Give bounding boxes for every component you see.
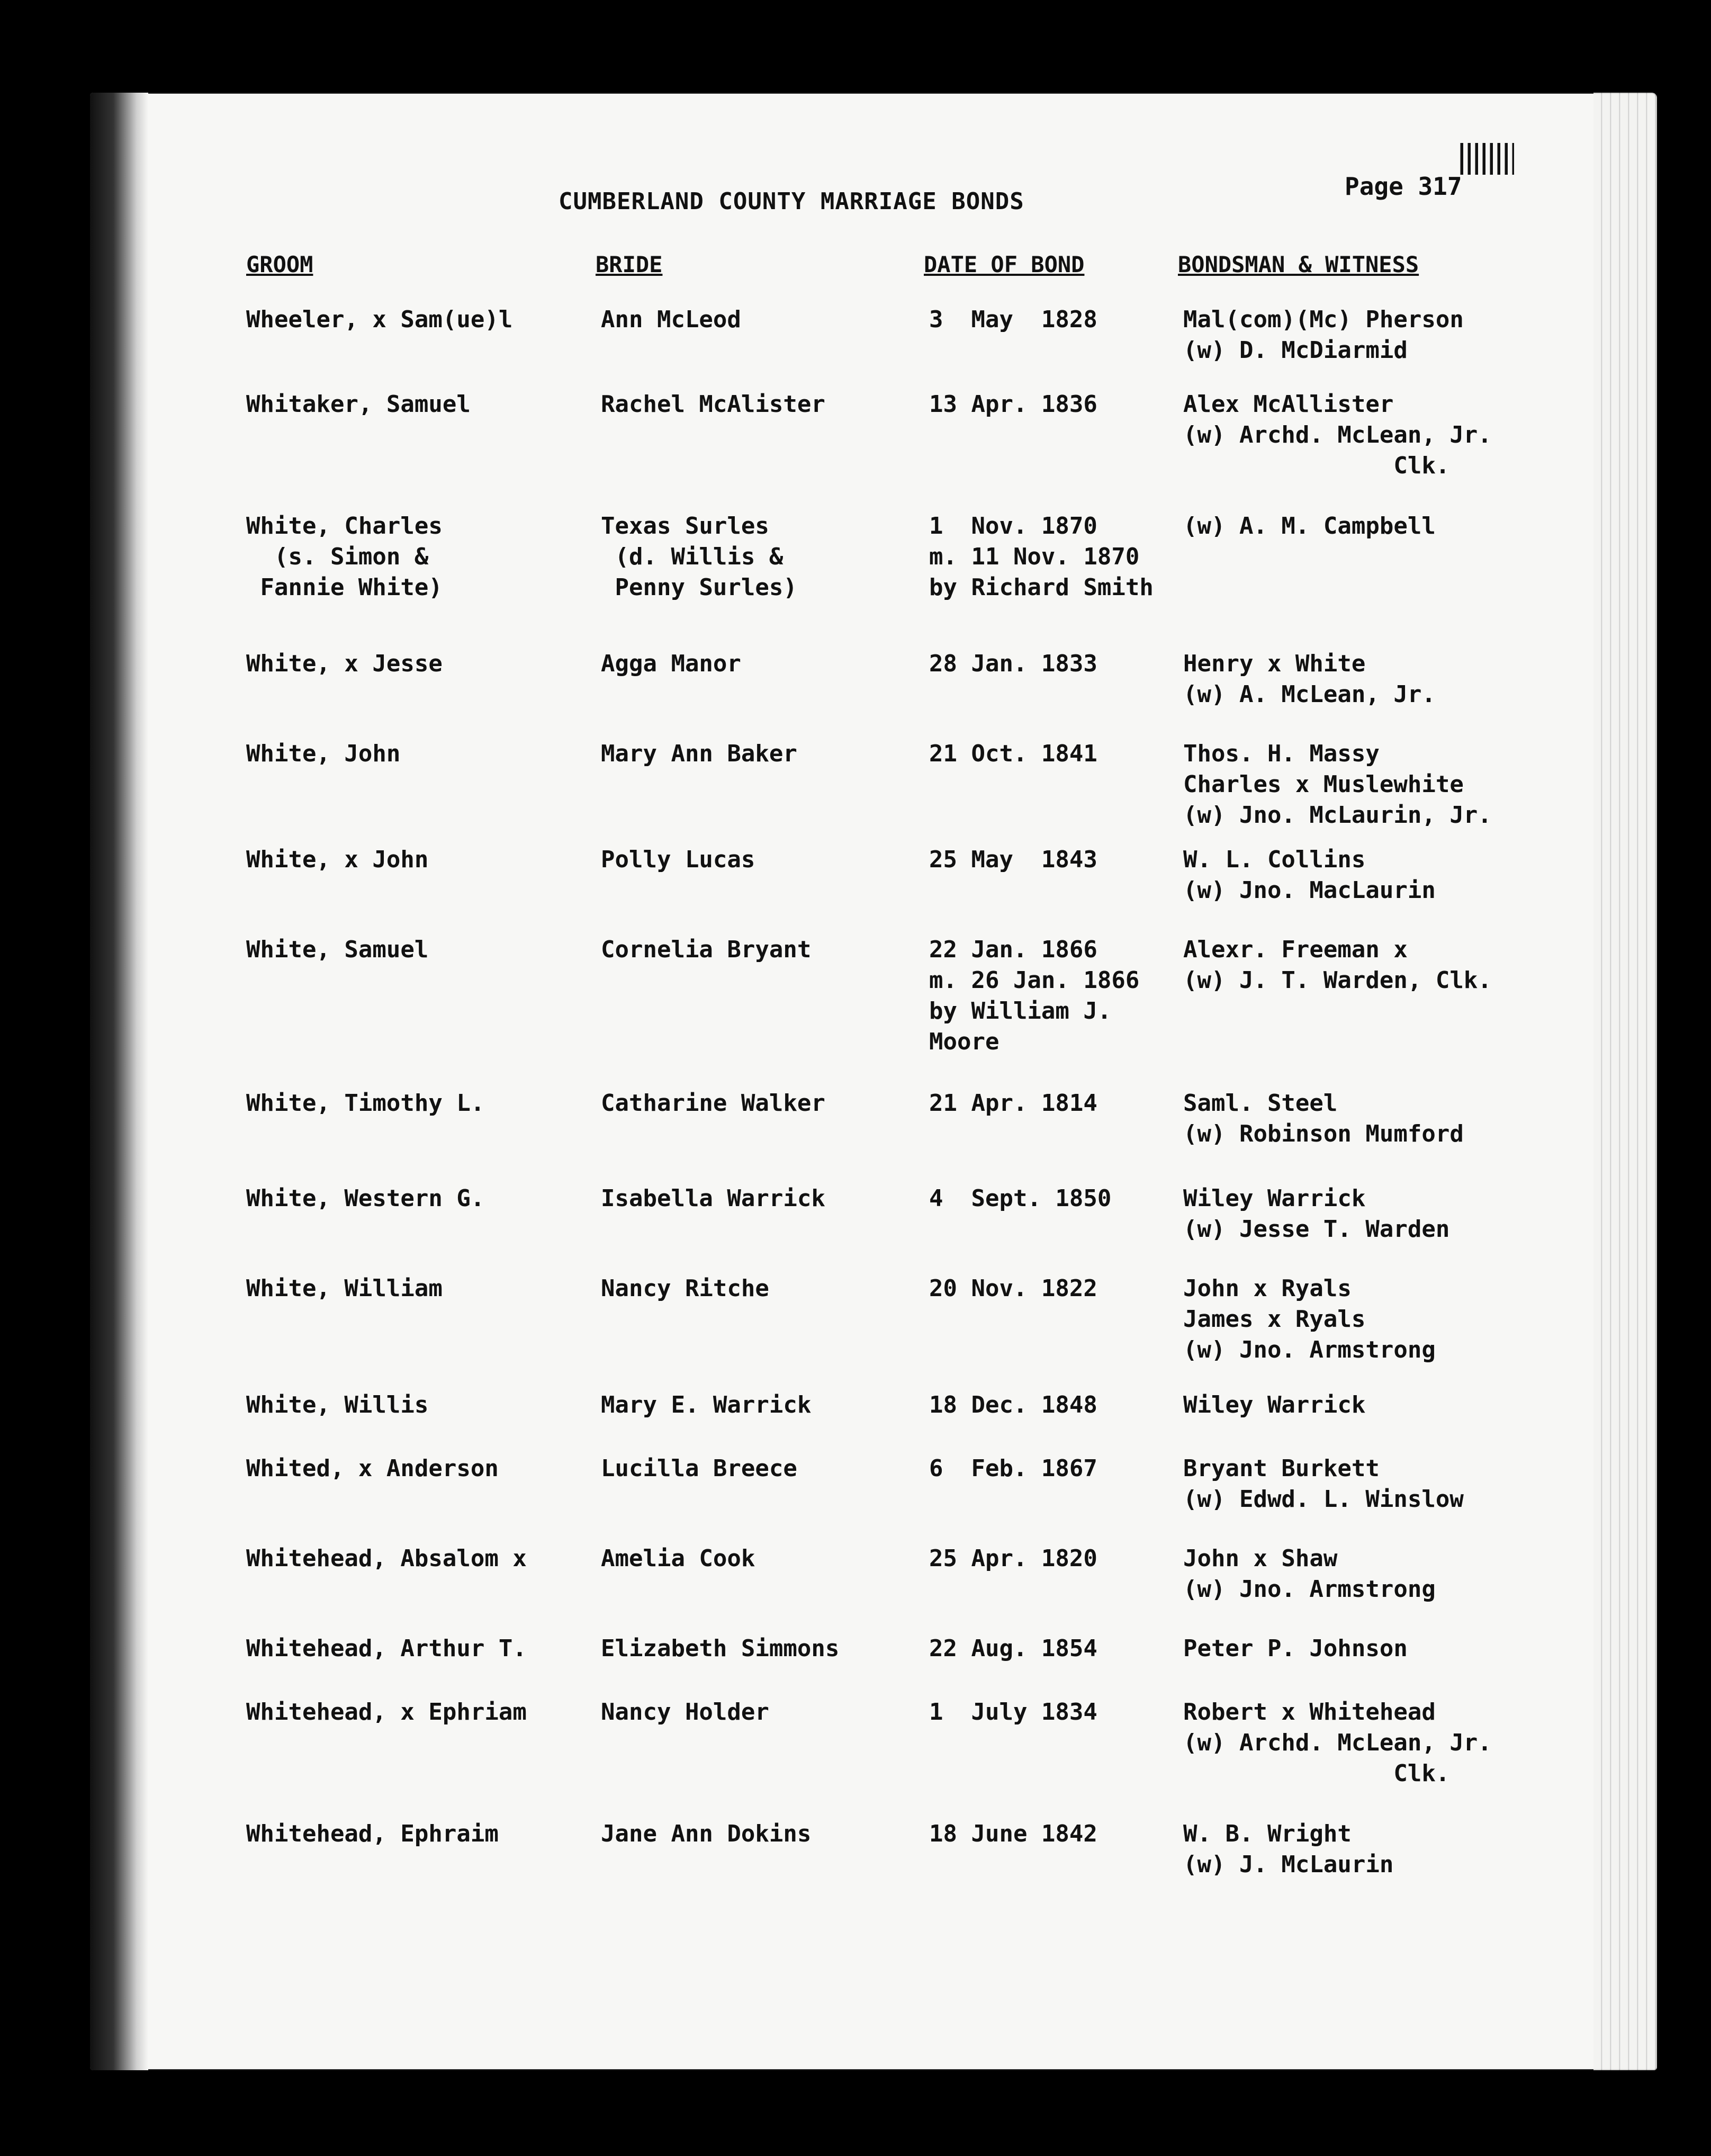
entry-date-line: 13 Apr. 1836: [929, 391, 1097, 418]
entry-date: [929, 1273, 1183, 1304]
entry-bonds-line: (w) Archd. McLean, Jr.: [1183, 421, 1492, 448]
entry-date-line: 1 July 1834: [929, 1699, 1097, 1726]
entry-date: [929, 649, 1183, 679]
entry-bride-line: Catharine Walker: [601, 1090, 825, 1117]
entry-date: [929, 304, 1183, 335]
entry-bride: [601, 389, 918, 420]
entry-bonds: [1183, 304, 1586, 366]
entry-date-line: Moore: [929, 1028, 999, 1055]
entry-groom-line: White, John: [246, 740, 401, 767]
entry-date: [929, 1543, 1183, 1574]
entry-bonds-line: (w) Jno. Armstrong: [1183, 1336, 1436, 1363]
entry-groom: [246, 1390, 585, 1421]
entry-bride: [601, 649, 918, 679]
entry-date-line: m. 11 Nov. 1870: [929, 543, 1140, 570]
entry-date-line: 6 Feb. 1867: [929, 1455, 1097, 1482]
document-page: [90, 93, 1657, 2070]
entry-groom: [246, 1819, 585, 1849]
entry-bride-line: Agga Manor: [601, 650, 741, 677]
entry-date: [929, 511, 1183, 603]
entry-bonds-line: John x Shaw: [1183, 1545, 1338, 1572]
entry-date-line: by Richard Smith: [929, 574, 1154, 601]
entry-groom-line: Whitehead, Ephraim: [246, 1820, 499, 1847]
entry-bride: [601, 1273, 918, 1304]
entry-bride-line: Elizabeth Simmons: [601, 1635, 840, 1662]
entry-bride: [601, 1453, 918, 1484]
entry-bride: [601, 739, 918, 769]
entry-bonds-line: Charles x Muslewhite: [1183, 771, 1464, 798]
entry-bonds-line: (w) Jno. Armstrong: [1183, 1576, 1436, 1603]
entry-groom: [246, 304, 585, 335]
entry-bonds-line: (w) A. M. Campbell: [1183, 513, 1436, 540]
entry-bonds: [1183, 1390, 1586, 1421]
entry-bride: [601, 845, 918, 875]
entry-date: [929, 1183, 1183, 1214]
entry-bonds: [1183, 1633, 1586, 1664]
entry-bride: [601, 1819, 918, 1849]
entry-date: [929, 739, 1183, 769]
entry-bonds-line: Alex McAllister: [1183, 391, 1394, 418]
document-title: CUMBERLAND COUNTY MARRIAGE BONDS: [559, 188, 1024, 215]
entry-bonds: [1183, 845, 1586, 906]
page-stack-edge: [1593, 93, 1657, 2070]
entry-groom-line: Whitehead, Absalom x: [246, 1545, 527, 1572]
entry-bonds-line: (w) Jesse T. Warden: [1183, 1216, 1450, 1243]
entry-bride-line: Texas Surles: [601, 513, 769, 540]
entry-bonds-line: Wiley Warrick: [1183, 1185, 1366, 1212]
entry-date: [929, 1453, 1183, 1484]
entry-groom-line: White, Timothy L.: [246, 1090, 485, 1117]
entry-bonds: [1183, 1453, 1586, 1515]
entry-date-line: 25 May 1843: [929, 846, 1097, 873]
entry-date: [929, 1819, 1183, 1849]
entry-date-line: 22 Aug. 1854: [929, 1635, 1097, 1662]
entry-groom: [246, 1543, 585, 1574]
entry-groom-line: White, William: [246, 1275, 443, 1302]
entry-groom: [246, 389, 585, 420]
entry-bonds: [1183, 511, 1586, 542]
entry-groom: [246, 1088, 585, 1119]
entry-groom-line: Whitaker, Samuel: [246, 391, 471, 418]
entry-date-line: 4 Sept. 1850: [929, 1185, 1112, 1212]
entry-bonds-line: Alexr. Freeman x: [1183, 936, 1408, 963]
entry-bonds-line: Mal(com)(Mc) Pherson: [1183, 306, 1464, 333]
entry-groom-line: White, x Jesse: [246, 650, 443, 677]
entry-date: [929, 1390, 1183, 1421]
entry-bonds: [1183, 1697, 1586, 1789]
column-header-groom: GROOM: [246, 251, 313, 277]
entry-groom-line: Fannie White): [246, 574, 443, 601]
entry-bonds: [1183, 389, 1586, 481]
entry-bride: [601, 1088, 918, 1119]
entry-groom-line: White, Willis: [246, 1391, 429, 1418]
entry-bride-line: Penny Surles): [601, 574, 797, 601]
entry-date-line: 21 Oct. 1841: [929, 740, 1097, 767]
entry-bonds-line: (w) Jno. MacLaurin: [1183, 877, 1436, 904]
entry-bonds: [1183, 1088, 1586, 1149]
entry-bonds-line: (w) J. T. Warden, Clk.: [1183, 967, 1492, 994]
entry-bonds: [1183, 1273, 1586, 1366]
entry-groom: [246, 1697, 585, 1728]
entry-bride: [601, 1390, 918, 1421]
entry-bonds-line: Robert x Whitehead: [1183, 1699, 1436, 1726]
column-header-bondsman: BONDSMAN & WITNESS: [1178, 251, 1419, 277]
entry-bonds: [1183, 1183, 1586, 1245]
entry-bride-line: Jane Ann Dokins: [601, 1820, 812, 1847]
entry-bride-line: Nancy Holder: [601, 1699, 769, 1726]
entry-date-line: 21 Apr. 1814: [929, 1090, 1097, 1117]
entry-bonds-line: (w) Robinson Mumford: [1183, 1120, 1464, 1147]
entry-date: [929, 1633, 1183, 1664]
column-header-bride: BRIDE: [596, 251, 663, 277]
entry-bonds-line: Wiley Warrick: [1183, 1391, 1366, 1418]
entry-groom-line: (s. Simon &: [246, 543, 429, 570]
entry-bride-line: (d. Willis &: [601, 543, 784, 570]
entry-bonds-line: Henry x White: [1183, 650, 1366, 677]
entry-bonds-line: Thos. H. Massy: [1183, 740, 1380, 767]
entry-bride-line: Nancy Ritche: [601, 1275, 769, 1302]
entry-bride-line: Amelia Cook: [601, 1545, 755, 1572]
entry-groom-line: White, Western G.: [246, 1185, 485, 1212]
entry-groom-line: White, Samuel: [246, 936, 429, 963]
entry-date-line: 25 Apr. 1820: [929, 1545, 1097, 1572]
entry-date-line: 22 Jan. 1866: [929, 936, 1097, 963]
entry-bonds-line: Peter P. Johnson: [1183, 1635, 1408, 1662]
entry-bride-line: Mary E. Warrick: [601, 1391, 812, 1418]
entry-groom: [246, 649, 585, 679]
entry-bride: [601, 304, 918, 335]
entry-groom: [246, 739, 585, 769]
entry-bonds-line: W. L. Collins: [1183, 846, 1366, 873]
entry-bonds-line: W. B. Wright: [1183, 1820, 1352, 1847]
entry-bride-line: Polly Lucas: [601, 846, 755, 873]
entry-bride-line: Lucilla Breece: [601, 1455, 797, 1482]
entry-bride: [601, 1543, 918, 1574]
entry-groom-line: White, x John: [246, 846, 429, 873]
entry-bonds-line: (w) A. McLean, Jr.: [1183, 681, 1436, 708]
entry-bonds-line: Saml. Steel: [1183, 1090, 1338, 1117]
entry-groom-line: Whitehead, Arthur T.: [246, 1635, 527, 1662]
entry-groom: [246, 845, 585, 875]
entry-groom-line: White, Charles: [246, 513, 443, 540]
entry-bonds-line: (w) Edwd. L. Winslow: [1183, 1486, 1464, 1513]
entry-bride: [601, 1697, 918, 1728]
entry-bride-line: Mary Ann Baker: [601, 740, 797, 767]
entry-bonds-line: (w) Archd. McLean, Jr.: [1183, 1729, 1492, 1756]
entry-bonds-line: Clk.: [1183, 452, 1450, 479]
page-binding-edge: [90, 93, 148, 2070]
entry-groom-line: Whitehead, x Ephriam: [246, 1699, 527, 1726]
column-header-date: DATE OF BOND: [924, 251, 1085, 277]
entry-date: [929, 845, 1183, 875]
entry-date-line: 20 Nov. 1822: [929, 1275, 1097, 1302]
entry-bonds-line: John x Ryals: [1183, 1275, 1352, 1302]
entry-bonds-line: Clk.: [1183, 1760, 1450, 1787]
entry-date: [929, 935, 1183, 1057]
entry-bride-line: Isabella Warrick: [601, 1185, 825, 1212]
entry-bride-line: Rachel McAlister: [601, 391, 825, 418]
page-number: Page 317: [1345, 172, 1462, 201]
entry-date: [929, 1088, 1183, 1119]
entry-date-line: 1 Nov. 1870: [929, 513, 1097, 540]
entry-date-line: 18 Dec. 1848: [929, 1391, 1097, 1418]
entry-groom: [246, 1273, 585, 1304]
entry-bonds: [1183, 1543, 1586, 1605]
entry-date-line: m. 26 Jan. 1866: [929, 967, 1140, 994]
entry-groom-line: Wheeler, x Sam(ue)l: [246, 306, 513, 333]
document-content: [167, 93, 1519, 2070]
entry-bride: [601, 511, 918, 603]
entry-bride: [601, 1183, 918, 1214]
entry-groom: [246, 511, 585, 603]
entry-groom: [246, 1453, 585, 1484]
entry-bonds: [1183, 649, 1586, 710]
entry-date-line: 3 May 1828: [929, 306, 1097, 333]
entry-groom: [246, 1633, 585, 1664]
entry-date: [929, 389, 1183, 420]
entry-bonds-line: (w) D. McDiarmid: [1183, 337, 1408, 364]
entry-bonds: [1183, 935, 1586, 996]
entry-date: [929, 1697, 1183, 1728]
entry-bride-line: Ann McLeod: [601, 306, 741, 333]
entry-bonds-line: (w) Jno. McLaurin, Jr.: [1183, 802, 1492, 829]
entry-bride-line: Cornelia Bryant: [601, 936, 812, 963]
entry-groom: [246, 1183, 585, 1214]
entry-bonds: [1183, 739, 1586, 831]
entry-bride: [601, 1633, 918, 1664]
entry-bonds-line: James x Ryals: [1183, 1306, 1366, 1333]
entry-groom-line: Whited, x Anderson: [246, 1455, 499, 1482]
entry-date-line: 28 Jan. 1833: [929, 650, 1097, 677]
entry-date-line: by William J.: [929, 998, 1112, 1025]
entry-date-line: 18 June 1842: [929, 1820, 1097, 1847]
entry-groom: [246, 935, 585, 965]
entry-bonds-line: Bryant Burkett: [1183, 1455, 1380, 1482]
entry-bonds: [1183, 1819, 1586, 1880]
entry-bonds-line: (w) J. McLaurin: [1183, 1851, 1394, 1878]
entry-bride: [601, 935, 918, 965]
